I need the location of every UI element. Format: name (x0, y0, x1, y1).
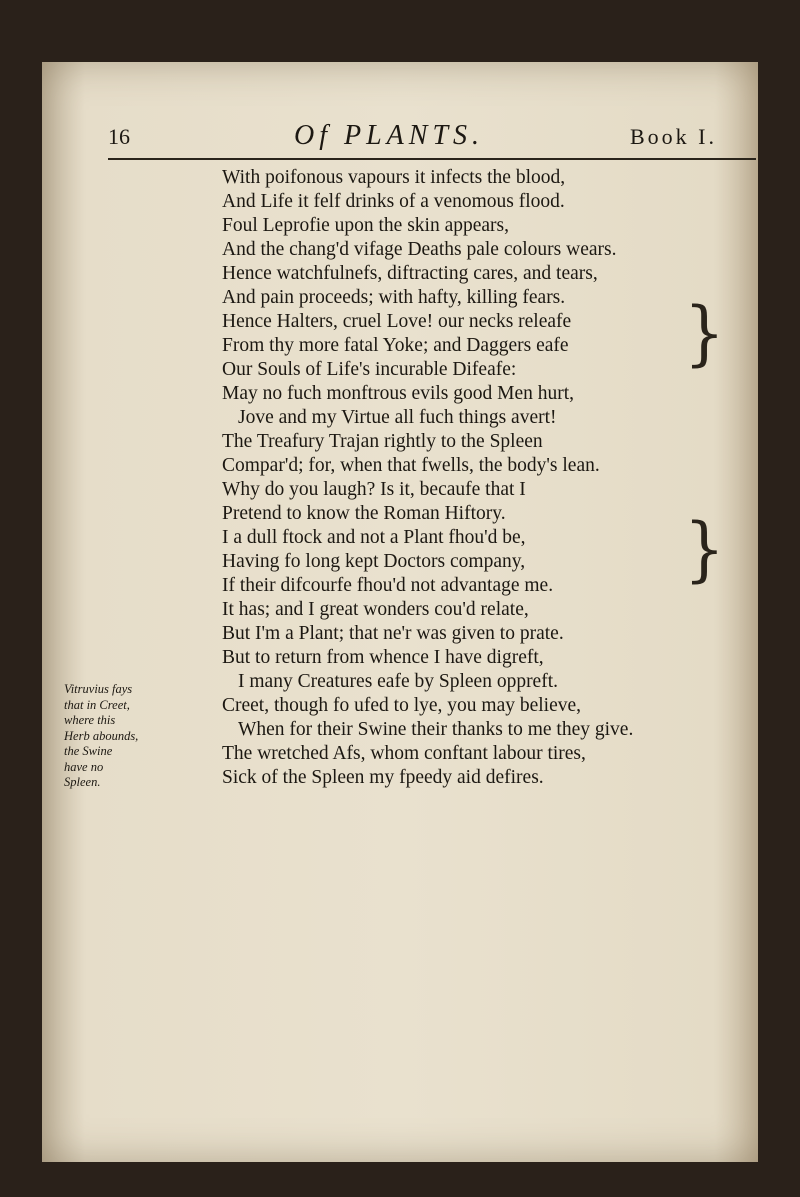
poem-line: But I'm a Plant; that ne'r was given to prate. (222, 623, 564, 644)
poem-line: The Treafury Trajan rightly to the Spleen (222, 431, 543, 452)
book-page (42, 62, 758, 1162)
margin-note-line: where this (64, 713, 116, 727)
poem-line: Hence Halters, cruel Love! our necks releafe (222, 311, 572, 332)
margin-note-line: Herb abounds, (64, 728, 139, 743)
poem-line: Why do you laugh? Is it, becaufe that I (222, 479, 526, 500)
poem-line: Creet, though fo ufed to lye, you may believe, (222, 695, 582, 716)
margin-note-line: the Swine (64, 744, 113, 758)
margin-note-line: have no (64, 759, 104, 774)
margin-note-line: Spleen. (64, 775, 101, 789)
poem-line: It has; and I great wonders cou'd relate, (222, 599, 529, 620)
poem-line: When for their Swine their thanks to me they give. (238, 719, 634, 740)
margin-note-line: Vitruvius fays (64, 682, 133, 696)
poem-line: If their difcourfe fhou'd not advantage me. (222, 575, 554, 596)
margin-note-vitruvius (64, 682, 148, 791)
poem-line: From thy more fatal Yoke; and Daggers eafe (222, 335, 569, 356)
running-title: Of PLANTS. (294, 120, 485, 151)
book-label: Book I. (630, 124, 717, 149)
poem-line: Compar'd; for, when that fwells, the body's lean. (222, 455, 600, 476)
triplet-brace: } (684, 293, 725, 375)
header-rule (108, 158, 756, 160)
poem-line: But to return from whence I have digreft, (222, 647, 544, 668)
poem-line: Having fo long kept Doctors company, (222, 551, 526, 572)
poem-line: Foul Leprofie upon the skin appears, (222, 215, 510, 236)
poem-line: Jove and my Virtue all fuch things avert! (238, 407, 557, 428)
poem-line: Hence watchfulnefs, diftracting cares, and tears, (222, 263, 598, 284)
poem-line: And the chang'd vifage Deaths pale colours wears. (222, 239, 617, 260)
page-number: 16 (108, 124, 130, 149)
poem-line: Sick of the Spleen my fpeedy aid defires. (222, 767, 544, 788)
poem-line: Pretend to know the Roman Hiftory. (222, 503, 506, 524)
poem-line: The wretched Afs, whom conftant labour tires, (222, 743, 586, 764)
poem-line: And pain proceeds; with hafty, killing fears. (222, 287, 566, 308)
margin-note-line: that in Creet, (64, 697, 130, 712)
poem-line: Our Souls of Life's incurable Difeafe: (222, 359, 517, 380)
poem-line: I a dull ftock and not a Plant fhou'd be, (222, 527, 526, 548)
poem-line: May no fuch monftrous evils good Men hurt, (222, 383, 575, 404)
poem-line: With poifonous vapours it infects the blood, (222, 167, 566, 188)
page-header (86, 120, 746, 154)
poem-line: I many Creatures eafe by Spleen oppreft. (238, 671, 558, 692)
poem-line: And Life it felf drinks of a venomous flood. (222, 191, 565, 212)
triplet-brace: } (684, 509, 725, 591)
